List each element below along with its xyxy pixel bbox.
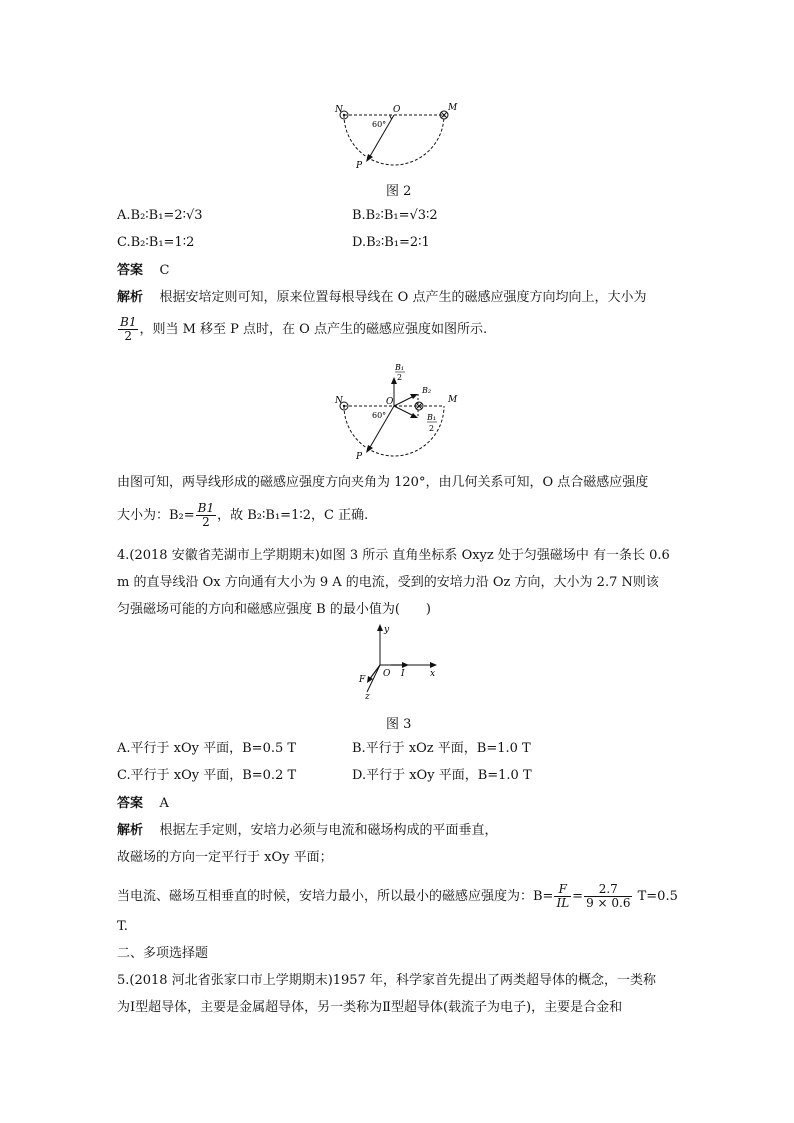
fig2-label-p: P xyxy=(356,161,363,171)
fig3-label-f: F xyxy=(359,675,366,685)
q5-line1: 5.(2018 河北省张家口市上学期期末)1957 年，科学家首先提出了两类超导体的概念，一类称 xyxy=(117,973,656,988)
fig-label-m: M xyxy=(448,395,458,405)
fraction-f-over-il xyxy=(554,883,571,910)
figure-2 xyxy=(330,100,465,175)
q3-answer xyxy=(117,262,170,280)
fraction-denominator: 2 xyxy=(124,329,133,343)
q4-option-b: B.平行于 xOz 平面，B=1.0 T xyxy=(352,741,531,756)
fig3-label-i: I xyxy=(401,669,405,679)
fig3-label-x: x xyxy=(430,669,436,679)
q4-option-c: C.平行于 xOy 平面，B=0.2 T xyxy=(117,768,297,783)
fig3-label-z: z xyxy=(365,692,370,700)
q4-analysis-line4: T. xyxy=(117,919,128,934)
q4-answer xyxy=(117,795,169,813)
analysis-text: T=0.5 xyxy=(633,889,678,904)
q3-option-d: D.B₂∶B₁=2∶1 xyxy=(352,235,430,250)
section-heading: 二、多项选择题 xyxy=(117,946,209,961)
analysis-text: 根据左手定则，安培力必须与电流和磁场构成的平面垂直， xyxy=(159,823,498,838)
q3-analysis-line4 xyxy=(117,502,368,529)
answer-value: A xyxy=(159,796,169,811)
fig2-label-m: M xyxy=(448,103,458,113)
analysis-text: ，故 B₂∶B₁=1∶2，C 正确. xyxy=(217,508,369,523)
q4-analysis-line1 xyxy=(117,822,498,840)
analysis-label: 解析 xyxy=(117,823,144,838)
answer-value: C xyxy=(159,263,170,278)
fig-label-b1: B₁ xyxy=(395,363,405,372)
fig2-label-n: N xyxy=(335,105,343,115)
q4-stem-line2: m 的直导线沿 Ox 方向通有大小为 9 A 的电流，受到的安培力沿 Oz 方向，大小为 2.7 N则该 xyxy=(117,575,659,590)
fig-label-two: 2 xyxy=(397,373,403,382)
fig3-label-o: O xyxy=(383,669,391,679)
fraction-denominator: 9 × 0.6 xyxy=(586,896,631,910)
q4-stem-line3: 匀强磁场可能的方向和磁感应强度 B 的最小值为( ) xyxy=(117,602,431,617)
figure-3-caption: 图 3 xyxy=(386,717,412,732)
q3-analysis-line3: 由图可知，两导线形成的磁感应强度方向夹角为 120°，由几何关系可知，O 点合磁感应强度 xyxy=(117,475,649,490)
fraction-value xyxy=(584,883,632,910)
q4-analysis-line3: 当电流、磁场互相垂直的时候，安培力最小，所以最小的磁感应强度为：B= $\frac{F}{IL}$ = $\frac{2.7}{9 \times 0.6}$ T=0.5 xyxy=(117,882,678,910)
answer-label: 答案 xyxy=(117,263,144,278)
fig-label-two-lower: 2 xyxy=(429,424,435,433)
analysis-text: ，则当 M 移至 P 点时，在 O 点产生的磁感应强度如图所示. xyxy=(139,322,488,337)
analysis-text: 当电流、磁场互相垂直的时候，安培力最小，所以最小的磁感应强度为：B= xyxy=(117,889,554,904)
analysis-text: 大小为：B₂= xyxy=(117,508,195,523)
q3-option-a: A.B₂∶B₁=2∶√3 xyxy=(117,208,203,223)
q3-option-b: B.B₂∶B₁=√3∶2 xyxy=(352,208,438,223)
analysis-label: 解析 xyxy=(117,290,144,305)
answer-label: 答案 xyxy=(117,796,144,811)
fig2-label-angle: 60° xyxy=(372,120,387,129)
q4-analysis-line2: 故磁场的方向一定平行于 xOy 平面； xyxy=(117,850,333,865)
fraction-numerator: 2.7 xyxy=(584,883,632,897)
fig3-label-y: y xyxy=(384,625,390,635)
q4-option-d: D.平行于 xOy 平面，B=1.0 T xyxy=(352,768,532,783)
analysis-text: 根据安培定则可知，原来位置每根导线在 O 点产生的磁感应强度方向均向上，大小为 xyxy=(159,290,647,305)
q4-stem-line1: 4.(2018 安徽省芜湖市上学期期末)如图 3 所示 直角坐标系 Oxyz 处于匀强磁场中 有一条长 0.6 xyxy=(117,548,670,563)
fraction-numerator: B1 xyxy=(197,501,215,515)
fraction-denominator: 2 xyxy=(202,515,210,529)
figure-2-caption: 图 2 xyxy=(386,184,412,199)
q3-analysis-line1 xyxy=(117,289,646,307)
fig-label-b2: B₂ xyxy=(422,386,432,395)
fig2-label-o: O xyxy=(393,105,401,115)
fraction-numerator: B1 xyxy=(120,315,137,329)
q5-line2: 为Ⅰ型超导体，主要是金属超导体，另一类称为Ⅱ型超导体(载流子为电子)，主要是合金和 xyxy=(117,1000,623,1015)
fraction-b1-over-2 xyxy=(118,316,138,343)
fraction-numerator: F xyxy=(554,883,571,897)
fraction-b1-over-2 xyxy=(196,502,216,529)
fig-label-p: P xyxy=(356,452,363,462)
fig-label-n: N xyxy=(335,396,343,406)
fig-label-angle: 60° xyxy=(372,411,387,420)
q3-analysis-line2 xyxy=(117,316,487,343)
analysis-figure xyxy=(330,360,465,462)
fraction-denominator: IL xyxy=(556,896,570,910)
q3-option-c: C.B₂∶B₁=1∶2 xyxy=(117,235,195,250)
fig-label-o: O xyxy=(386,397,394,407)
q4-option-a: A.平行于 xOy 平面，B=0.5 T xyxy=(117,741,297,756)
fig-label-b1-lower: B₁ xyxy=(427,413,437,422)
figure-3 xyxy=(355,620,445,700)
